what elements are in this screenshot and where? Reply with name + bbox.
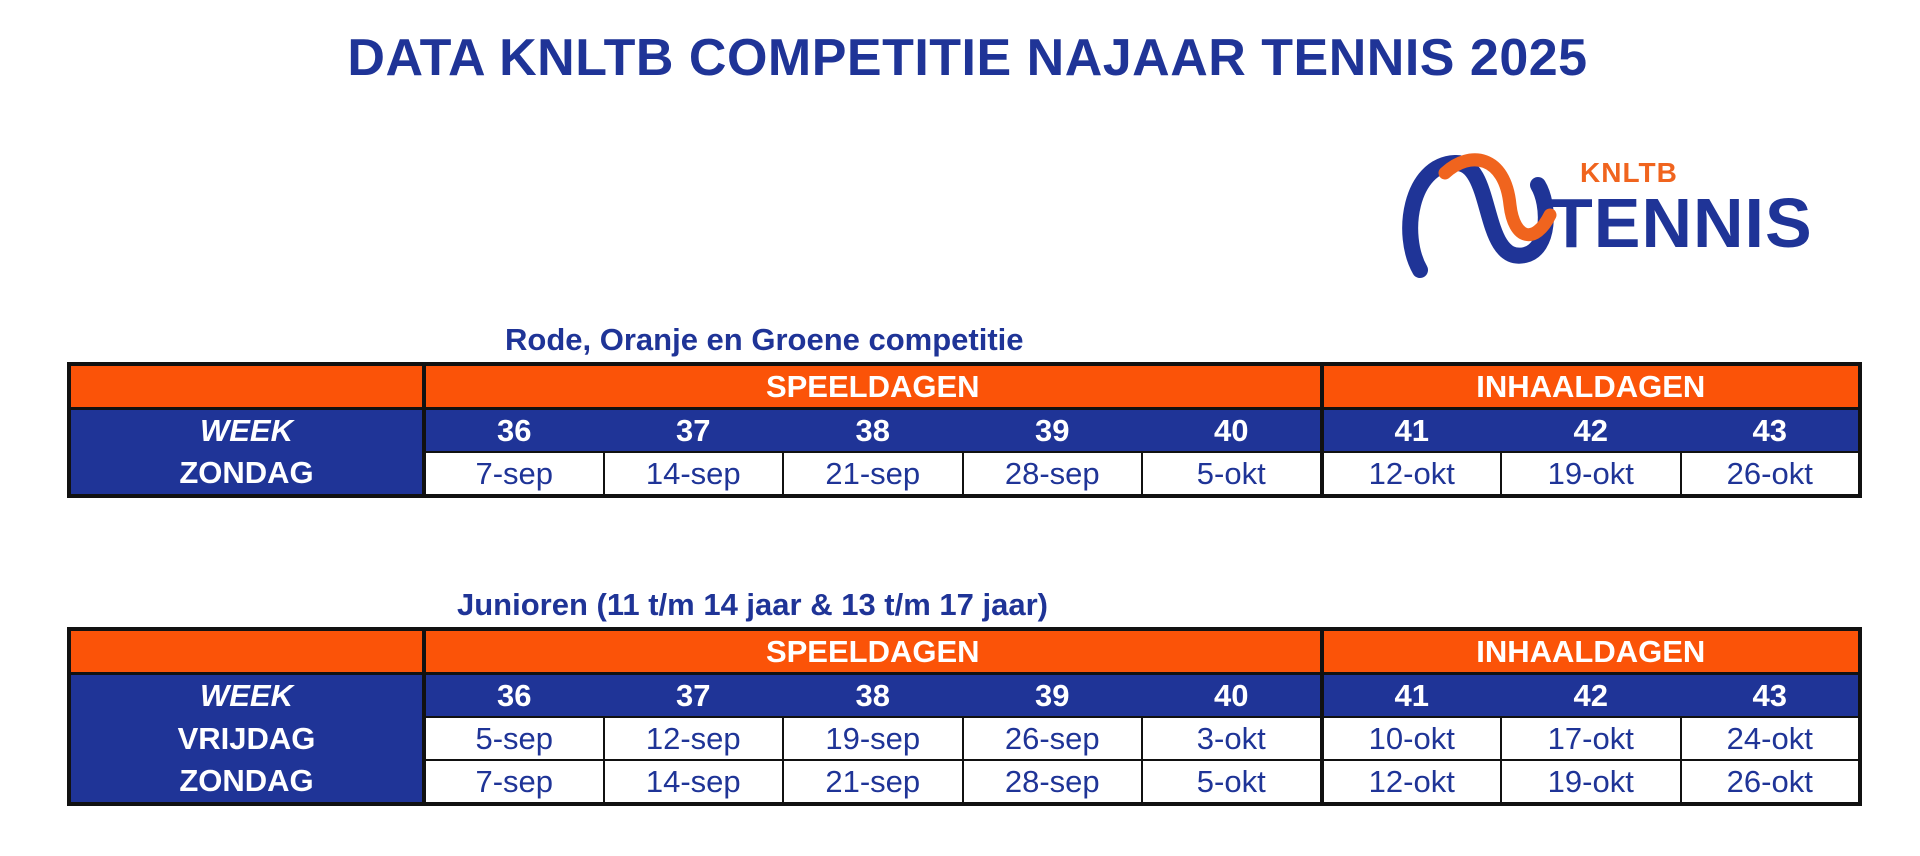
day-label: ZONDAG — [69, 760, 424, 804]
date-cell: 14-sep — [604, 452, 784, 496]
week-number: 38 — [783, 409, 963, 453]
date-cell: 7-sep — [424, 452, 604, 496]
day-label: ZONDAG — [69, 452, 424, 496]
inhaaldagen-header: INHAALDAGEN — [1322, 364, 1861, 409]
week-number: 38 — [783, 674, 963, 718]
week-number: 42 — [1501, 409, 1681, 453]
schedule-table-rog — [67, 362, 1862, 498]
date-cell: 19-okt — [1501, 452, 1681, 496]
date-cell: 28-sep — [963, 760, 1143, 804]
page-title: DATA KNLTB COMPETITIE NAJAAR TENNIS 2025 — [347, 29, 1588, 87]
knltb-tennis-logo — [1400, 145, 1820, 285]
week-number: 40 — [1142, 674, 1322, 718]
date-cell: 12-okt — [1322, 452, 1502, 496]
inhaaldagen-header: INHAALDAGEN — [1322, 629, 1861, 674]
week-number: 37 — [604, 674, 784, 718]
week-label: WEEK — [69, 409, 424, 453]
date-cell: 26-sep — [963, 717, 1143, 760]
date-cell: 14-sep — [604, 760, 784, 804]
date-cell: 5-okt — [1142, 452, 1322, 496]
date-cell: 17-okt — [1501, 717, 1681, 760]
date-cell: 26-okt — [1681, 760, 1861, 804]
week-number: 43 — [1681, 409, 1861, 453]
schedule-table-junioren — [67, 627, 1862, 806]
date-cell: 5-okt — [1142, 760, 1322, 804]
logo-tennis-text: TENNIS — [1550, 184, 1813, 262]
date-cell: 12-okt — [1322, 760, 1502, 804]
date-cell: 10-okt — [1322, 717, 1502, 760]
tennis-wave-icon — [1400, 145, 1560, 285]
table-2-subtitle: Junioren (11 t/m 14 jaar & 13 t/m 17 jaar) — [457, 587, 1048, 622]
speeldagen-header: SPEELDAGEN — [424, 629, 1322, 674]
week-number: 36 — [424, 674, 604, 718]
date-cell: 28-sep — [963, 452, 1143, 496]
date-cell: 3-okt — [1142, 717, 1322, 760]
speeldagen-header: SPEELDAGEN — [424, 364, 1322, 409]
date-cell: 7-sep — [424, 760, 604, 804]
day-label: VRIJDAG — [69, 717, 424, 760]
date-cell: 21-sep — [783, 760, 963, 804]
week-number: 43 — [1681, 674, 1861, 718]
header-blank-cell — [69, 629, 424, 674]
date-cell: 19-okt — [1501, 760, 1681, 804]
date-cell: 21-sep — [783, 452, 963, 496]
week-number: 41 — [1322, 409, 1502, 453]
week-number: 40 — [1142, 409, 1322, 453]
date-cell: 12-sep — [604, 717, 784, 760]
date-cell: 24-okt — [1681, 717, 1861, 760]
week-number: 36 — [424, 409, 604, 453]
date-cell: 19-sep — [783, 717, 963, 760]
date-cell: 26-okt — [1681, 452, 1861, 496]
week-number: 41 — [1322, 674, 1502, 718]
week-number: 37 — [604, 409, 784, 453]
table-1-subtitle: Rode, Oranje en Groene competitie — [505, 322, 1024, 357]
header-blank-cell — [69, 364, 424, 409]
week-number: 39 — [963, 674, 1143, 718]
week-number: 42 — [1501, 674, 1681, 718]
week-label: WEEK — [69, 674, 424, 718]
week-number: 39 — [963, 409, 1143, 453]
logo-knltb-text: KNLTB — [1580, 157, 1678, 188]
date-cell: 5-sep — [424, 717, 604, 760]
